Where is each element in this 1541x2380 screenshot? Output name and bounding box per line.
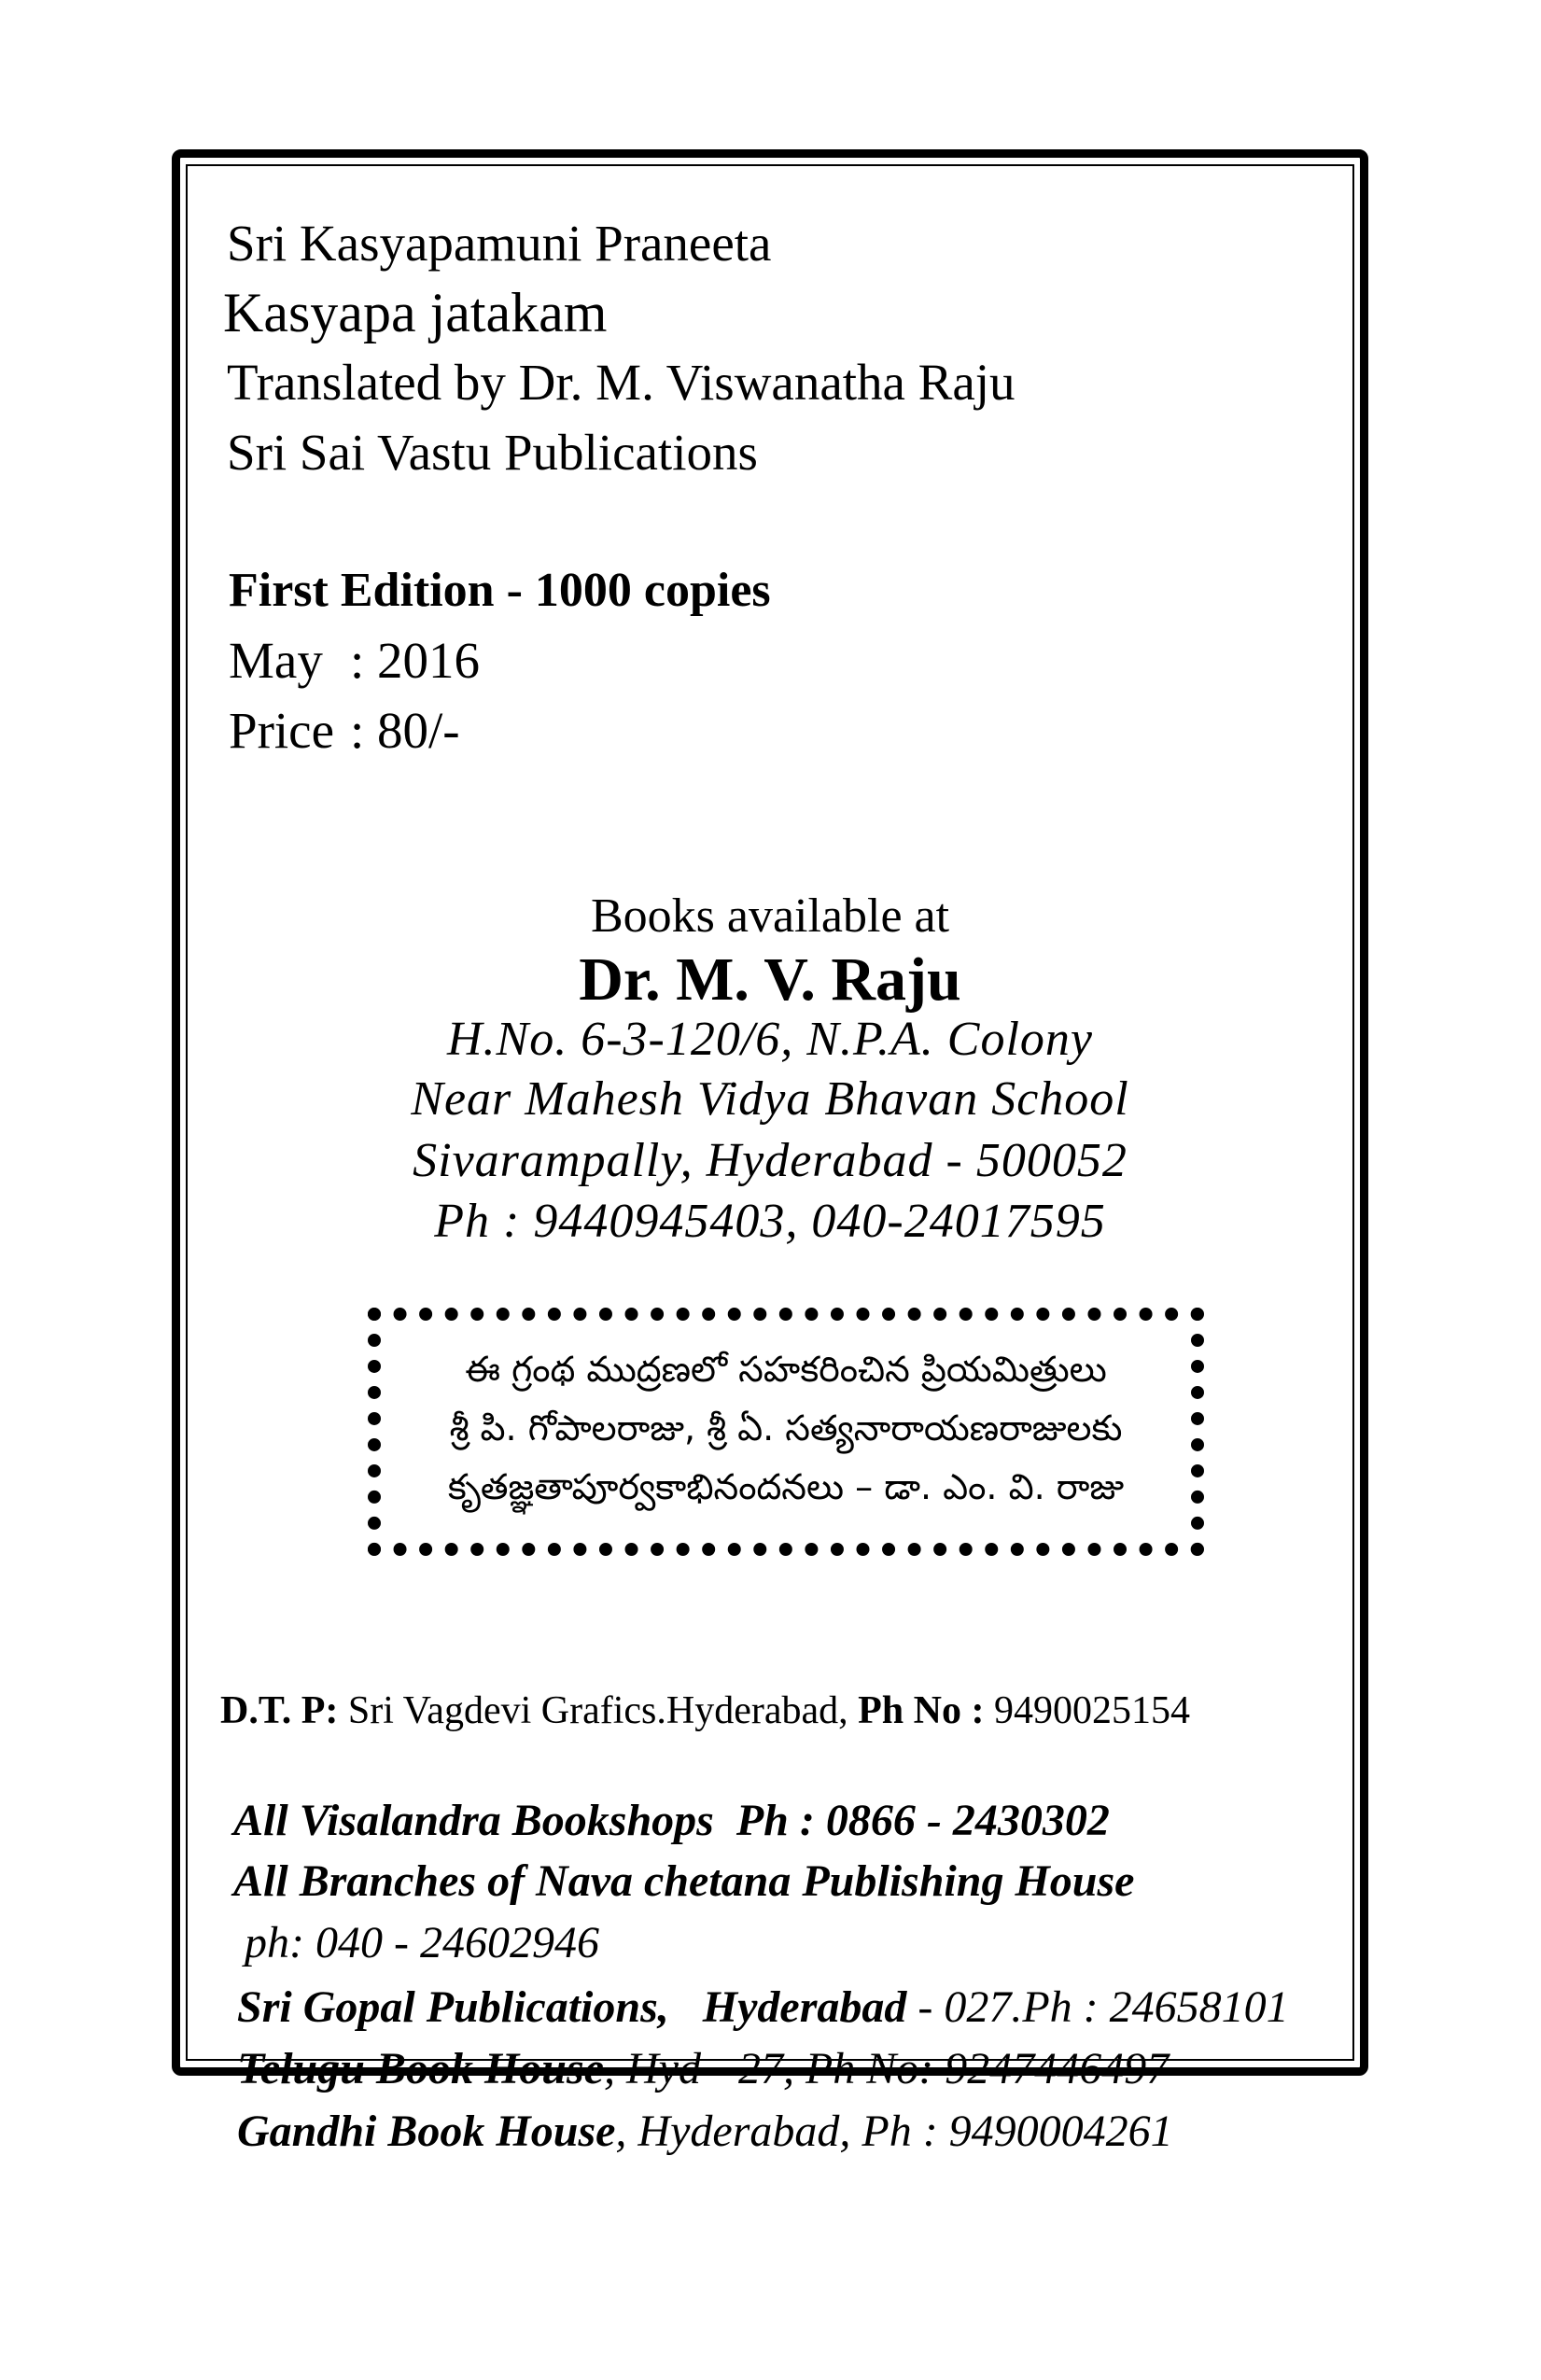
edition-heading: First Edition - 1000 copies	[229, 564, 771, 617]
availability-heading: Books available at	[590, 889, 950, 943]
acknowledgement-line: శ్రీ పి. గోపాలరాజు, శ్రీ ఏ. సత్యనారాయణరాజులకు	[449, 1407, 1123, 1449]
series-title: Sri Kasyapamuni Praneeta	[227, 215, 772, 272]
dtp-value: Sri Vagdevi Grafics.Hyderabad,	[347, 1689, 848, 1732]
dtp-phone-label: Ph No :	[858, 1689, 985, 1732]
contact-name: Dr. M. V. Raju	[579, 945, 961, 1014]
dtp-label: D.T. P:	[220, 1689, 339, 1732]
edition-date	[229, 632, 481, 689]
shop-name: All Visalandra Bookshops	[233, 1796, 714, 1845]
price-value: : 80/-	[350, 702, 460, 759]
edition-price	[229, 702, 460, 759]
date-value: : 2016	[350, 632, 481, 689]
dtp-credit	[220, 1691, 1190, 1730]
shop-phone: Ph : 0866 - 2430302	[735, 1796, 1110, 1845]
shop-gandhi-book-house	[237, 2109, 1173, 2154]
shop-name: Gandhi Book House	[237, 2107, 616, 2156]
shop-name: Sri Gopal Publications,	[237, 1982, 669, 2032]
shop-city: Hyderabad	[702, 1982, 907, 2032]
address-line: Near Mahesh Vidya Bhavan School	[411, 1072, 1129, 1126]
shop-navachetana	[233, 1856, 1135, 1906]
shop-navachetana-phone: ph: 040 - 24602946	[245, 1918, 599, 1967]
shop-visalandra	[233, 1796, 1110, 1845]
book-title: Kasyapa jatakam	[223, 282, 608, 343]
shop-name: Telugu Book House	[237, 2044, 604, 2093]
dtp-phone-value: 9490025154	[993, 1689, 1190, 1732]
date-label: May	[229, 632, 323, 689]
phone-line: Ph : 9440945403, 040-24017595	[434, 1195, 1106, 1248]
price-label: Price	[229, 702, 335, 759]
acknowledgement-line: కృతజ్ఞతాపూర్వకాభినందనలు – డా. ఎం. వి. రాజు	[447, 1466, 1125, 1507]
shop-telugu-book-house	[237, 2044, 1170, 2093]
shop-phone: - 027.Ph : 24658101	[918, 1982, 1289, 2032]
acknowledgement-line: ఈ గ్రంథ ముద్రణలో సహకరించిన ప్రియమిత్రులు	[465, 1349, 1107, 1390]
shop-name: All Branches of Nava chetana Publishing House	[233, 1856, 1135, 1906]
shop-details: , Hyderabad, Ph : 9490004261	[615, 2107, 1173, 2156]
translator: Translated by Dr. M. Viswanatha Raju	[227, 354, 1016, 411]
shop-details: , Hyd - 27, Ph No: 9247446497	[603, 2044, 1170, 2093]
shop-gopal	[237, 1982, 1289, 2032]
address-line: H.No. 6-3-120/6, N.P.A. Colony	[446, 1013, 1094, 1066]
publisher: Sri Sai Vastu Publications	[227, 424, 758, 481]
address-line: Sivarampally, Hyderabad - 500052	[413, 1134, 1128, 1187]
